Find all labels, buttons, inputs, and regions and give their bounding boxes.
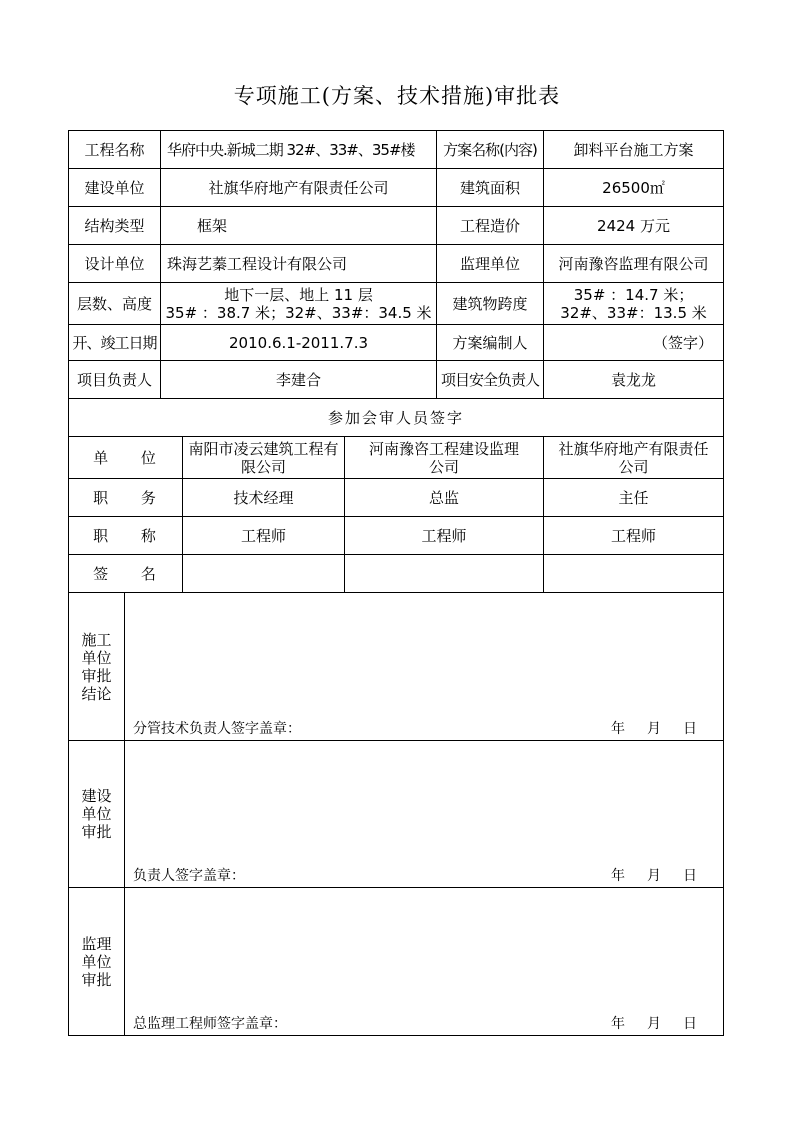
signature-line-label: 分管技术负责人签字盖章：	[133, 721, 301, 737]
dates-value: 2010.6.1-2011.7.3	[161, 325, 437, 361]
signature-line-label: 总监理工程师签字盖章：	[133, 1016, 287, 1032]
review-title-label: 职 称	[69, 517, 183, 555]
date-line	[611, 867, 697, 885]
review-header: 参加会审人员签字	[69, 399, 724, 437]
label-line: 单位	[81, 648, 112, 667]
table-row	[69, 361, 724, 399]
review-unit-3	[544, 437, 724, 479]
date-line	[611, 720, 697, 738]
structure-label: 结构类型	[69, 207, 161, 245]
label-line: 审批	[81, 666, 112, 685]
review-position-2: 总监	[345, 479, 544, 517]
review-title-2: 工程师	[345, 517, 544, 555]
review-position-1: 技术经理	[183, 479, 345, 517]
floors-value	[161, 283, 437, 325]
month-label: 月	[647, 721, 662, 737]
year-label: 年	[611, 868, 626, 884]
project-name-value: 华府中央.新城二期 32#、33#、35#楼	[161, 131, 437, 169]
area-value: 26500㎡	[544, 169, 724, 207]
span-value	[544, 283, 724, 325]
review-signature-field-2[interactable]	[345, 555, 544, 593]
construction-approval-field[interactable]	[125, 593, 724, 741]
label-line: 施工	[81, 630, 112, 649]
table-row	[69, 888, 724, 1036]
supervision-approval-label	[69, 888, 125, 1036]
review-position-3: 主任	[544, 479, 724, 517]
label-line: 单位	[81, 952, 112, 971]
page-title: 专项施工(方案、技术措施)审批表	[233, 84, 561, 108]
month-label: 月	[647, 1016, 662, 1032]
label-line: 审批	[81, 970, 112, 989]
review-unit-3-line-1: 社旗华府地产有限责任	[558, 439, 709, 458]
owner-approval-label	[69, 741, 125, 888]
day-label: 日	[683, 868, 698, 884]
manager-label: 项目负责人	[69, 361, 161, 399]
table-row	[69, 437, 724, 479]
table-row	[69, 169, 724, 207]
review-position-label: 职 务	[69, 479, 183, 517]
project-name-label: 工程名称	[69, 131, 161, 169]
table-row	[69, 517, 724, 555]
review-unit-1-line-1: 南阳市凌云建筑工程有	[188, 439, 339, 458]
owner-value: 社旗华府地产有限责任公司	[161, 169, 437, 207]
label-line: 建设	[81, 787, 112, 805]
review-title-3: 工程师	[544, 517, 724, 555]
review-title-1: 工程师	[183, 517, 345, 555]
design-label: 设计单位	[69, 245, 161, 283]
label-line: 监理	[81, 934, 112, 953]
safety-value: 袁龙龙	[544, 361, 724, 399]
owner-label: 建设单位	[69, 169, 161, 207]
review-signature-field-3[interactable]	[544, 555, 724, 593]
structure-value: 框架	[161, 207, 437, 245]
supervision-label: 监理单位	[437, 245, 544, 283]
label-line: 结论	[81, 684, 112, 703]
review-signature-label: 签 名	[69, 555, 183, 593]
supervision-approval-field[interactable]	[125, 888, 724, 1036]
plan-name-value: 卸料平台施工方案	[544, 131, 724, 169]
table-row	[69, 399, 724, 437]
day-label: 日	[683, 721, 698, 737]
supervision-value: 河南豫咨监理有限公司	[544, 245, 724, 283]
area-label: 建筑面积	[437, 169, 544, 207]
review-unit-label: 单 位	[69, 437, 183, 479]
review-unit-2-line-1: 河南豫咨工程建设监理	[369, 439, 520, 458]
table-row	[69, 325, 724, 361]
approval-form-table	[68, 130, 724, 1036]
table-row	[69, 245, 724, 283]
review-unit-1	[183, 437, 345, 479]
plan-name-label: 方案名称(内容)	[437, 131, 544, 169]
month-label: 月	[647, 868, 662, 884]
design-value: 珠海艺蓁工程设计有限公司	[161, 245, 437, 283]
review-unit-1-line-2: 限公司	[241, 457, 287, 476]
table-row	[69, 555, 724, 593]
year-label: 年	[611, 1016, 626, 1032]
table-row	[69, 131, 724, 169]
manager-value: 李建合	[161, 361, 437, 399]
floors-value-line-2: 35# ：38.7 米；32#、33#：34.5 米	[165, 303, 432, 322]
label-line: 审批	[81, 823, 112, 841]
table-row	[69, 283, 724, 325]
table-row	[69, 207, 724, 245]
year-label: 年	[611, 721, 626, 737]
floors-label: 层数、高度	[69, 283, 161, 325]
signature-line-label: 负责人签字盖章：	[133, 868, 245, 884]
author-value: （签字）	[544, 325, 724, 361]
review-unit-3-line-2: 公司	[618, 457, 649, 476]
cost-value: 2424 万元	[544, 207, 724, 245]
span-value-line-2: 32#、33#：13.5 米	[560, 303, 707, 322]
day-label: 日	[683, 1016, 698, 1032]
span-value-line-1: 35# ：14.7 米；	[573, 285, 694, 304]
review-unit-2-line-2: 公司	[429, 457, 460, 476]
date-line	[611, 1015, 697, 1033]
construction-approval-label	[69, 593, 125, 741]
table-row	[69, 479, 724, 517]
label-line: 单位	[81, 805, 112, 823]
table-row	[69, 741, 724, 888]
author-label: 方案编制人	[437, 325, 544, 361]
review-unit-2	[345, 437, 544, 479]
safety-label: 项目安全负责人	[437, 361, 544, 399]
span-label: 建筑物跨度	[437, 283, 544, 325]
table-row	[69, 593, 724, 741]
floors-value-line-1: 地下一层、地上 11 层	[224, 285, 373, 304]
cost-label: 工程造价	[437, 207, 544, 245]
owner-approval-field[interactable]	[125, 741, 724, 888]
dates-label: 开、竣工日期	[69, 325, 161, 361]
review-signature-field-1[interactable]	[183, 555, 345, 593]
